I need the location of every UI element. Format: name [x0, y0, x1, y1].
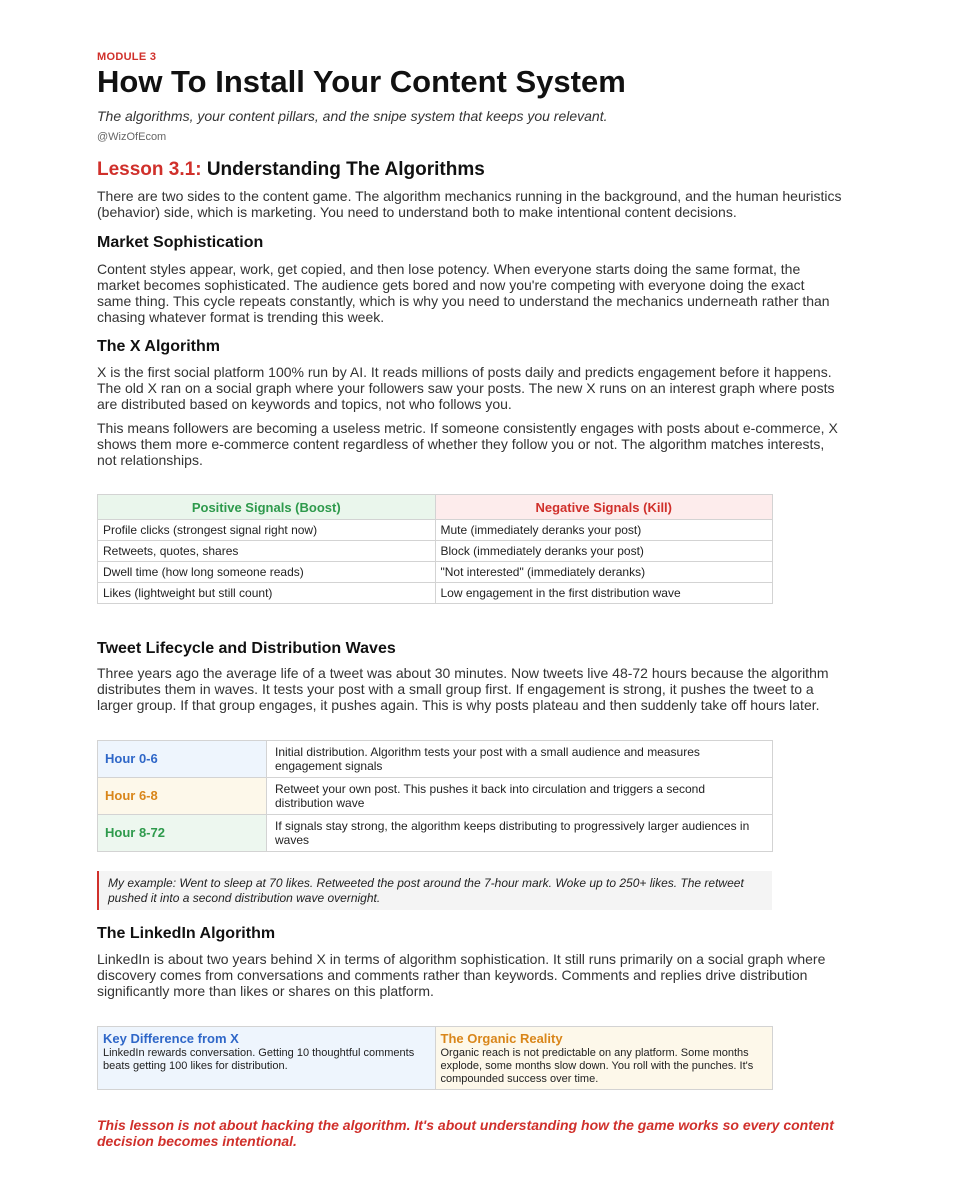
page-subtitle: The algorithms, your content pillars, and the snipe system that keeps you relevant.	[97, 108, 608, 124]
lesson-heading	[97, 159, 485, 181]
x-algorithm-heading: The X Algorithm	[97, 338, 220, 355]
example-callout: My example: Went to sleep at 70 likes. Retweeted the post around the 7-hour mark. Woke up to 250+ likes. The retweet pushed it into a second distribution wave overnight.	[97, 871, 772, 910]
table-row	[98, 815, 773, 852]
lesson-intro: There are two sides to the content game. The algorithm mechanics running in the background, and the human heuristics (behavior) side, which is marketing. You need to understand both to make intentional content decisions.	[97, 188, 842, 220]
distribution-waves-table	[97, 740, 773, 852]
organic-reality-title: The Organic Reality	[440, 1031, 563, 1046]
author-handle: @WizOfEcom	[97, 131, 167, 143]
module-label: MODULE 3	[97, 51, 157, 63]
wave-hour: Hour 0-6	[98, 741, 267, 778]
linkedin-callouts	[97, 1026, 773, 1090]
wave-description: Initial distribution. Algorithm tests your post with a small audience and measures engagement signals	[267, 741, 773, 778]
closing-statement: This lesson is not about hacking the algorithm. It's about understanding how the game works so every content decision becomes intentional.	[97, 1117, 834, 1149]
linkedin-heading: The LinkedIn Algorithm	[97, 925, 276, 942]
wave-hour: Hour 6-8	[98, 778, 267, 815]
key-difference-title: Key Difference from X	[103, 1031, 239, 1046]
wave-description: Retweet your own post. This pushes it back into circulation and triggers a second distribution wave	[267, 778, 773, 815]
market-sophistication-heading: Market Sophistication	[97, 234, 264, 251]
x-algorithm-body-1: X is the first social platform 100% run by AI. It reads millions of posts daily and predicts engagement before it happens. The old X ran on a social graph where your followers saw your posts. The new X runs on an interest graph where posts are distributed based on keywords and topics, not who follows you.	[97, 364, 835, 412]
lesson-title: Understanding The Algorithms	[206, 159, 485, 180]
page-title: How To Install Your Content System	[97, 64, 626, 99]
linkedin-body: LinkedIn is about two years behind X in terms of algorithm sophistication. It still runs primarily on a social graph where discovery comes from conversations and comments rather than keywords. Comments and replies drive distribution significantly more than likes or shares on this platform.	[97, 951, 826, 999]
negative-signal: "Not interested" (immediately deranks)	[435, 562, 773, 583]
negative-signal: Mute (immediately deranks your post)	[435, 520, 773, 541]
negative-signal: Block (immediately deranks your post)	[435, 541, 773, 562]
lifecycle-heading: Tweet Lifecycle and Distribution Waves	[97, 640, 396, 657]
positive-signals-header: Positive Signals (Boost)	[98, 495, 436, 520]
signals-table	[97, 494, 773, 604]
signals-header-row	[98, 495, 773, 520]
table-row	[98, 778, 773, 815]
positive-signal: Retweets, quotes, shares	[98, 541, 436, 562]
lifecycle-body: Three years ago the average life of a tweet was about 30 minutes. Now tweets live 48-72 hours because the algorithm distributes them in waves. It tests your post with a small group first. If engagement is strong, it pushes the tweet to a larger group. If that group engages, it pushes again. This is why posts plateau and then suddenly take off hours later.	[97, 665, 829, 713]
table-row	[98, 741, 773, 778]
positive-signal: Profile clicks (strongest signal right now)	[98, 520, 436, 541]
table-row	[98, 520, 773, 541]
wave-hour: Hour 8-72	[98, 815, 267, 852]
organic-reality-body: Organic reach is not predictable on any platform. Some months explode, some months slow down. You roll with the punches. It's compounded success over time.	[440, 1047, 754, 1085]
key-difference-body: LinkedIn rewards conversation. Getting 10 thoughtful comments beats getting 100 likes for distribution.	[103, 1047, 415, 1072]
market-sophistication-body: Content styles appear, work, get copied, and then lose potency. When everyone starts doing the same format, the market becomes sophisticated. The audience gets bored and now you're competing with everyone doing the exact same thing. This cycle repeats constantly, which is why you need to understand the mechanics underneath rather than chasing whatever format is trending this week.	[97, 261, 830, 325]
key-difference-box	[98, 1027, 436, 1090]
organic-reality-box	[435, 1027, 773, 1090]
positive-signal: Dwell time (how long someone reads)	[98, 562, 436, 583]
table-row	[98, 562, 773, 583]
table-row	[98, 1027, 773, 1090]
negative-signal: Low engagement in the first distribution wave	[435, 583, 773, 604]
wave-description: If signals stay strong, the algorithm keeps distributing to progressively larger audiences in waves	[267, 815, 773, 852]
negative-signals-header: Negative Signals (Kill)	[435, 495, 773, 520]
positive-signal: Likes (lightweight but still count)	[98, 583, 436, 604]
x-algorithm-body-2: This means followers are becoming a useless metric. If someone consistently engages with posts about e-commerce, X shows them more e-commerce content regardless of whether they follow you or not. The algorithm matches interests, not relationships.	[97, 420, 838, 468]
table-row	[98, 583, 773, 604]
table-row	[98, 541, 773, 562]
lesson-number: Lesson 3.1:	[97, 159, 202, 180]
